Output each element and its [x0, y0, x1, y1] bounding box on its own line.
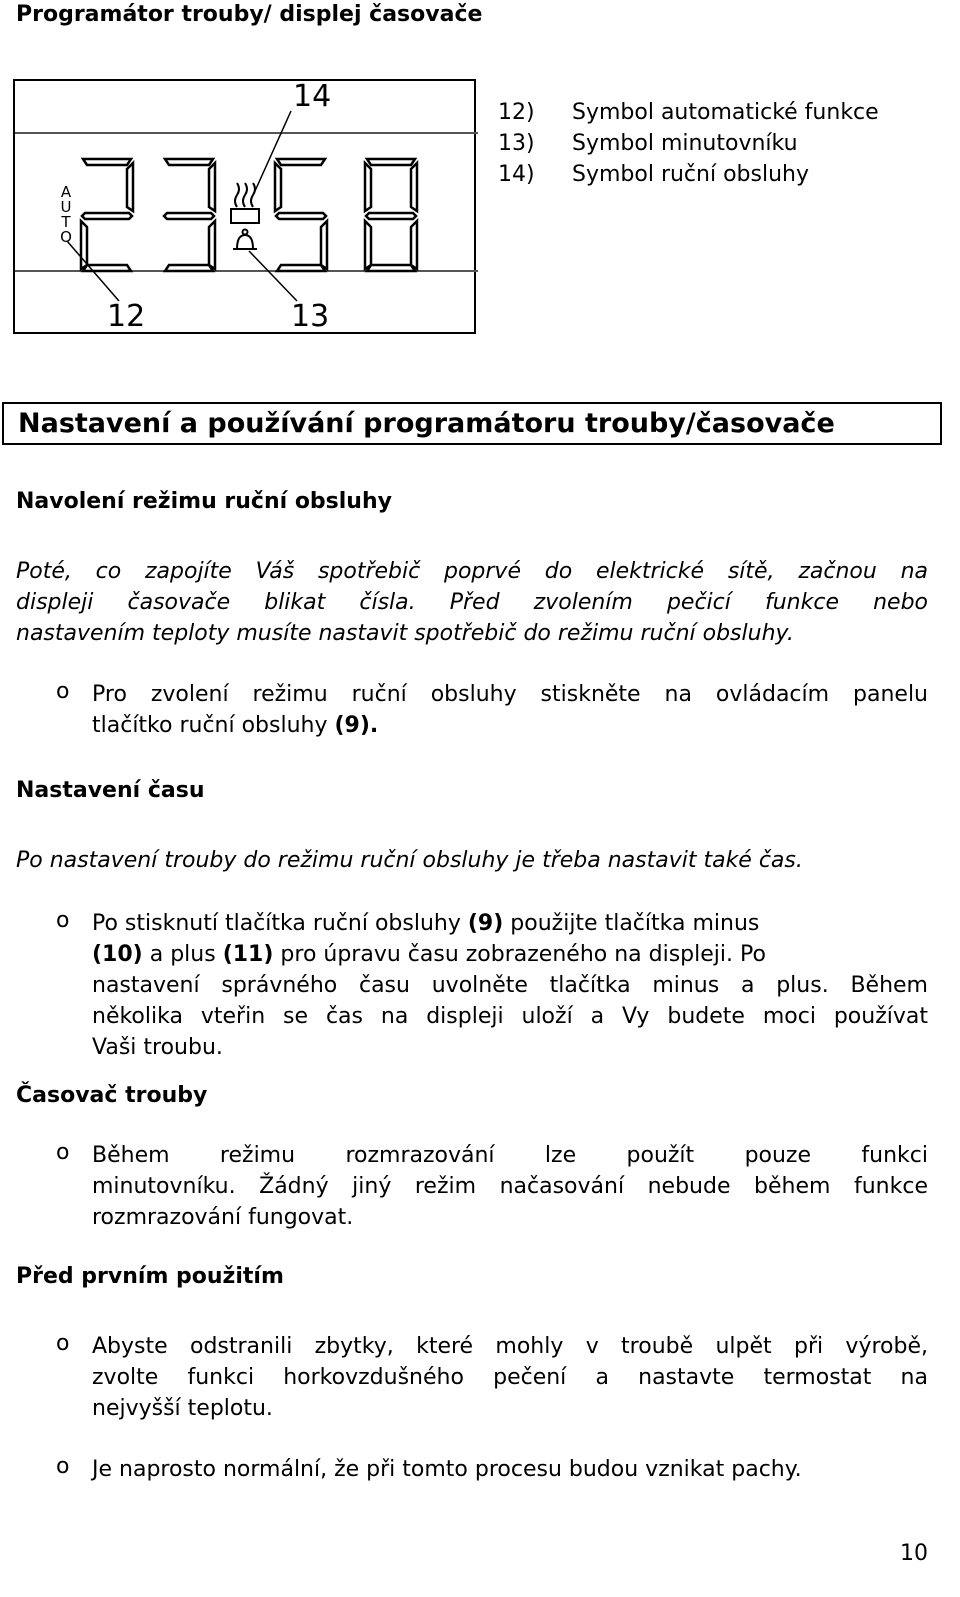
bullet-line — [92, 710, 928, 741]
page-number: 10 — [900, 1541, 928, 1566]
bell-icon — [233, 230, 257, 250]
callout-13: 13 — [291, 299, 330, 334]
bullet-line: Pro zvolení režimu ruční obsluhy stiskněte na ovládacím panelu — [92, 682, 928, 707]
callout-14: 14 — [293, 79, 332, 114]
section-title: Nastavení a používání programátoru trouby/časovače — [2, 402, 942, 445]
bullet-marker: o — [56, 1140, 70, 1165]
paragraph-line: Poté, co zapojíte Váš spotřebič poprvé do elektrické sítě, začnou na — [16, 559, 928, 584]
paragraph-line: nastavením teploty musíte nastavit spotřebič do režimu ruční obsluhy. — [16, 621, 794, 646]
paragraph-line: displeji časovače blikat čísla. Před zvolením pečicí funkce nebo — [16, 590, 928, 615]
bullet-marker: o — [56, 679, 70, 704]
subheading-manual-mode: Navolení režimu ruční obsluhy — [16, 489, 392, 514]
bullet-marker: o — [56, 1454, 70, 1479]
legend-number: 13) — [498, 131, 535, 156]
auto-letter: O — [60, 228, 72, 246]
bullet-line — [92, 908, 928, 939]
auto-letter: U — [60, 198, 72, 216]
bullet-line: (10) a plus (11) pro úpravu času zobrazeného na displeji. Po — [92, 942, 766, 967]
manual-symbol-icon — [231, 183, 259, 223]
bullet-text: Po stisknutí tlačítka ruční obsluhy (9) použijte tlačítka minus — [92, 911, 760, 936]
subheading-first-use: Před prvním použitím — [16, 1264, 284, 1289]
bullet-marker: o — [56, 1331, 70, 1356]
bullet-text: tlačítko ruční obsluhy — [92, 713, 335, 738]
display-diagram — [13, 79, 476, 334]
bullet-line: nastavení správného času uvolněte tlačítka minus a plus. Během — [92, 973, 928, 998]
seven-segment-digits — [81, 159, 417, 271]
bullet-line: Během režimu rozmrazování lze použít pouze funkci — [92, 1143, 928, 1168]
legend-item — [498, 131, 798, 156]
bullet-marker: o — [56, 908, 70, 933]
auto-letter: T — [61, 213, 71, 231]
bullet-line: minutovníku. Žádný jiný režim načasování nebude během funkce — [92, 1174, 928, 1199]
auto-symbol — [59, 185, 73, 245]
bullet-line: Je naprosto normální, že při tomto procesu budou vznikat pachy. — [92, 1457, 802, 1482]
bullet-line: Abyste odstranili zbytky, které mohly v troubě ulpět při výrobě, — [92, 1334, 928, 1359]
page-heading: Programátor trouby/ displej časovače — [16, 2, 483, 27]
subheading-time: Nastavení času — [16, 778, 205, 803]
bullet-line: rozmrazování fungovat. — [92, 1205, 354, 1230]
legend-item — [498, 100, 879, 125]
subheading-oven-timer: Časovač trouby — [16, 1083, 208, 1108]
callout-12: 12 — [107, 299, 146, 334]
display-diagram-art — [15, 81, 478, 336]
auto-letter: A — [60, 183, 72, 201]
legend-number: 14) — [498, 162, 535, 187]
bullet-line: zvolte funkci horkovzdušného pečení a nastavte termostat na — [92, 1365, 928, 1390]
legend-item — [498, 162, 809, 187]
bullet-line: několika vteřin se čas na displeji uloží a Vy budete moci používat — [92, 1004, 928, 1029]
button-ref: (9). — [334, 713, 379, 738]
legend-text: Symbol minutovníku — [572, 131, 798, 156]
bullet-line: Vaši troubu. — [92, 1035, 223, 1060]
legend-text: Symbol automatické funkce — [572, 100, 879, 125]
legend-number: 12) — [498, 100, 535, 125]
paragraph-line: Po nastavení trouby do režimu ruční obsluhy je třeba nastavit také čas. — [16, 848, 803, 873]
bullet-line: nejvyšší teplotu. — [92, 1396, 273, 1421]
legend-text: Symbol ruční obsluhy — [572, 162, 809, 187]
